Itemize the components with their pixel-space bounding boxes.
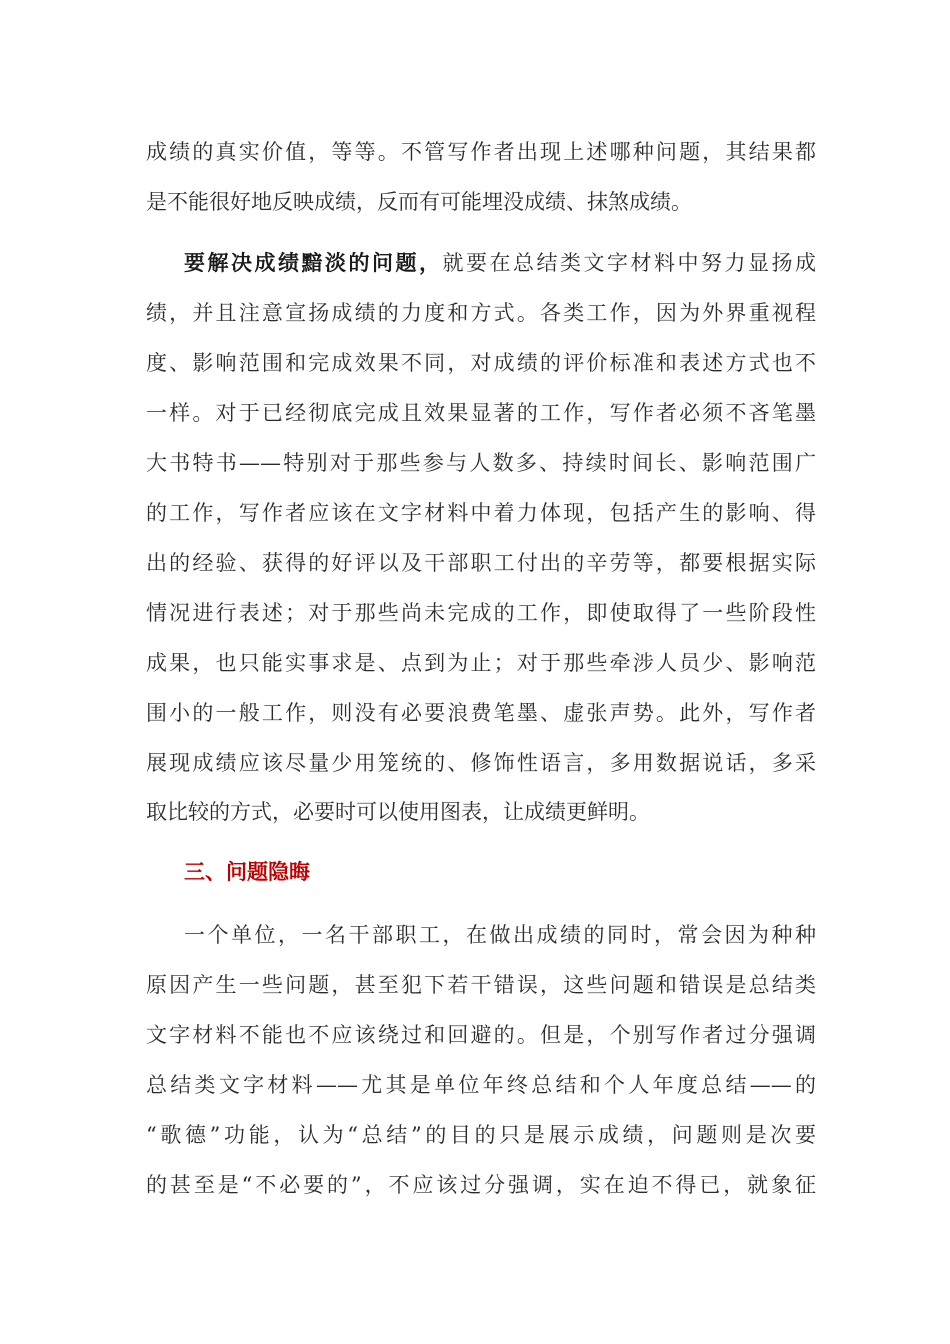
paragraph-first-line: 一个单位，一名干部职工，在做出成绩的同时，常会因为种种 (184, 923, 816, 947)
paragraph-line: 的甚至是“不必要的”，不应该过分强调，实在迫不得已，就象征 (146, 1173, 816, 1197)
paragraph-first-line (184, 243, 816, 283)
paragraph-line: 成绩的真实价值，等等。不管写作者出现上述哪种问题，其结果都 (146, 140, 816, 164)
paragraph-line: 大书特书——特别对于那些参与人数多、持续时间长、影响范围广 (146, 451, 816, 475)
paragraph-line: 绩，并且注意宣扬成绩的力度和方式。各类工作，因为外界重视程 (146, 301, 816, 325)
paragraph-line: 原因产生一些问题，甚至犯下若干错误，这些问题和错误是总结类 (146, 973, 816, 997)
paragraph-line: 文字材料不能也不应该绕过和回避的。但是，个别写作者过分强调 (146, 1023, 816, 1047)
paragraph-text: 就要在总结类文字材料中努力显扬成 (442, 251, 816, 275)
paragraph-line: “歌德”功能，认为“总结”的目的只是展示成绩，问题则是次要 (146, 1123, 816, 1147)
paragraph-line: 情况进行表述；对于那些尚未完成的工作，即使取得了一些阶段性 (146, 601, 816, 625)
paragraph-line: 的工作，写作者应该在文字材料中着力体现，包括产生的影响、得 (146, 501, 816, 525)
paragraph-line: 取比较的方式，必要时可以使用图表，让成绩更鲜明。 (146, 800, 650, 824)
paragraph-line: 一样。对于已经彻底完成且效果显著的工作，写作者必须不吝笔墨 (146, 401, 816, 425)
paragraph-line: 展现成绩应该尽量少用笼统的、修饰性语言，多用数据说话，多采 (146, 751, 816, 775)
paragraph-line: 度、影响范围和完成效果不同，对成绩的评价标准和表述方式也不 (146, 351, 816, 375)
section-heading: 三、问题隐晦 (184, 859, 310, 884)
paragraph-line: 出的经验、获得的好评以及干部职工付出的辛劳等，都要根据实际 (146, 551, 816, 575)
paragraph-line: 成果，也只能实事求是、点到为止；对于那些牵涉人员少、影响范 (146, 651, 816, 675)
paragraph-line: 总结类文字材料——尤其是单位年终总结和个人年度总结——的 (146, 1073, 816, 1097)
paragraph-line: 是不能很好地反映成绩，反而有可能埋没成绩、抹煞成绩。 (146, 190, 692, 214)
paragraph-line: 围小的一般工作，则没有必要浪费笔墨、虚张声势。此外，写作者 (146, 701, 816, 725)
bold-lead-text: 要解决成绩黯淡的问题， (184, 250, 443, 275)
